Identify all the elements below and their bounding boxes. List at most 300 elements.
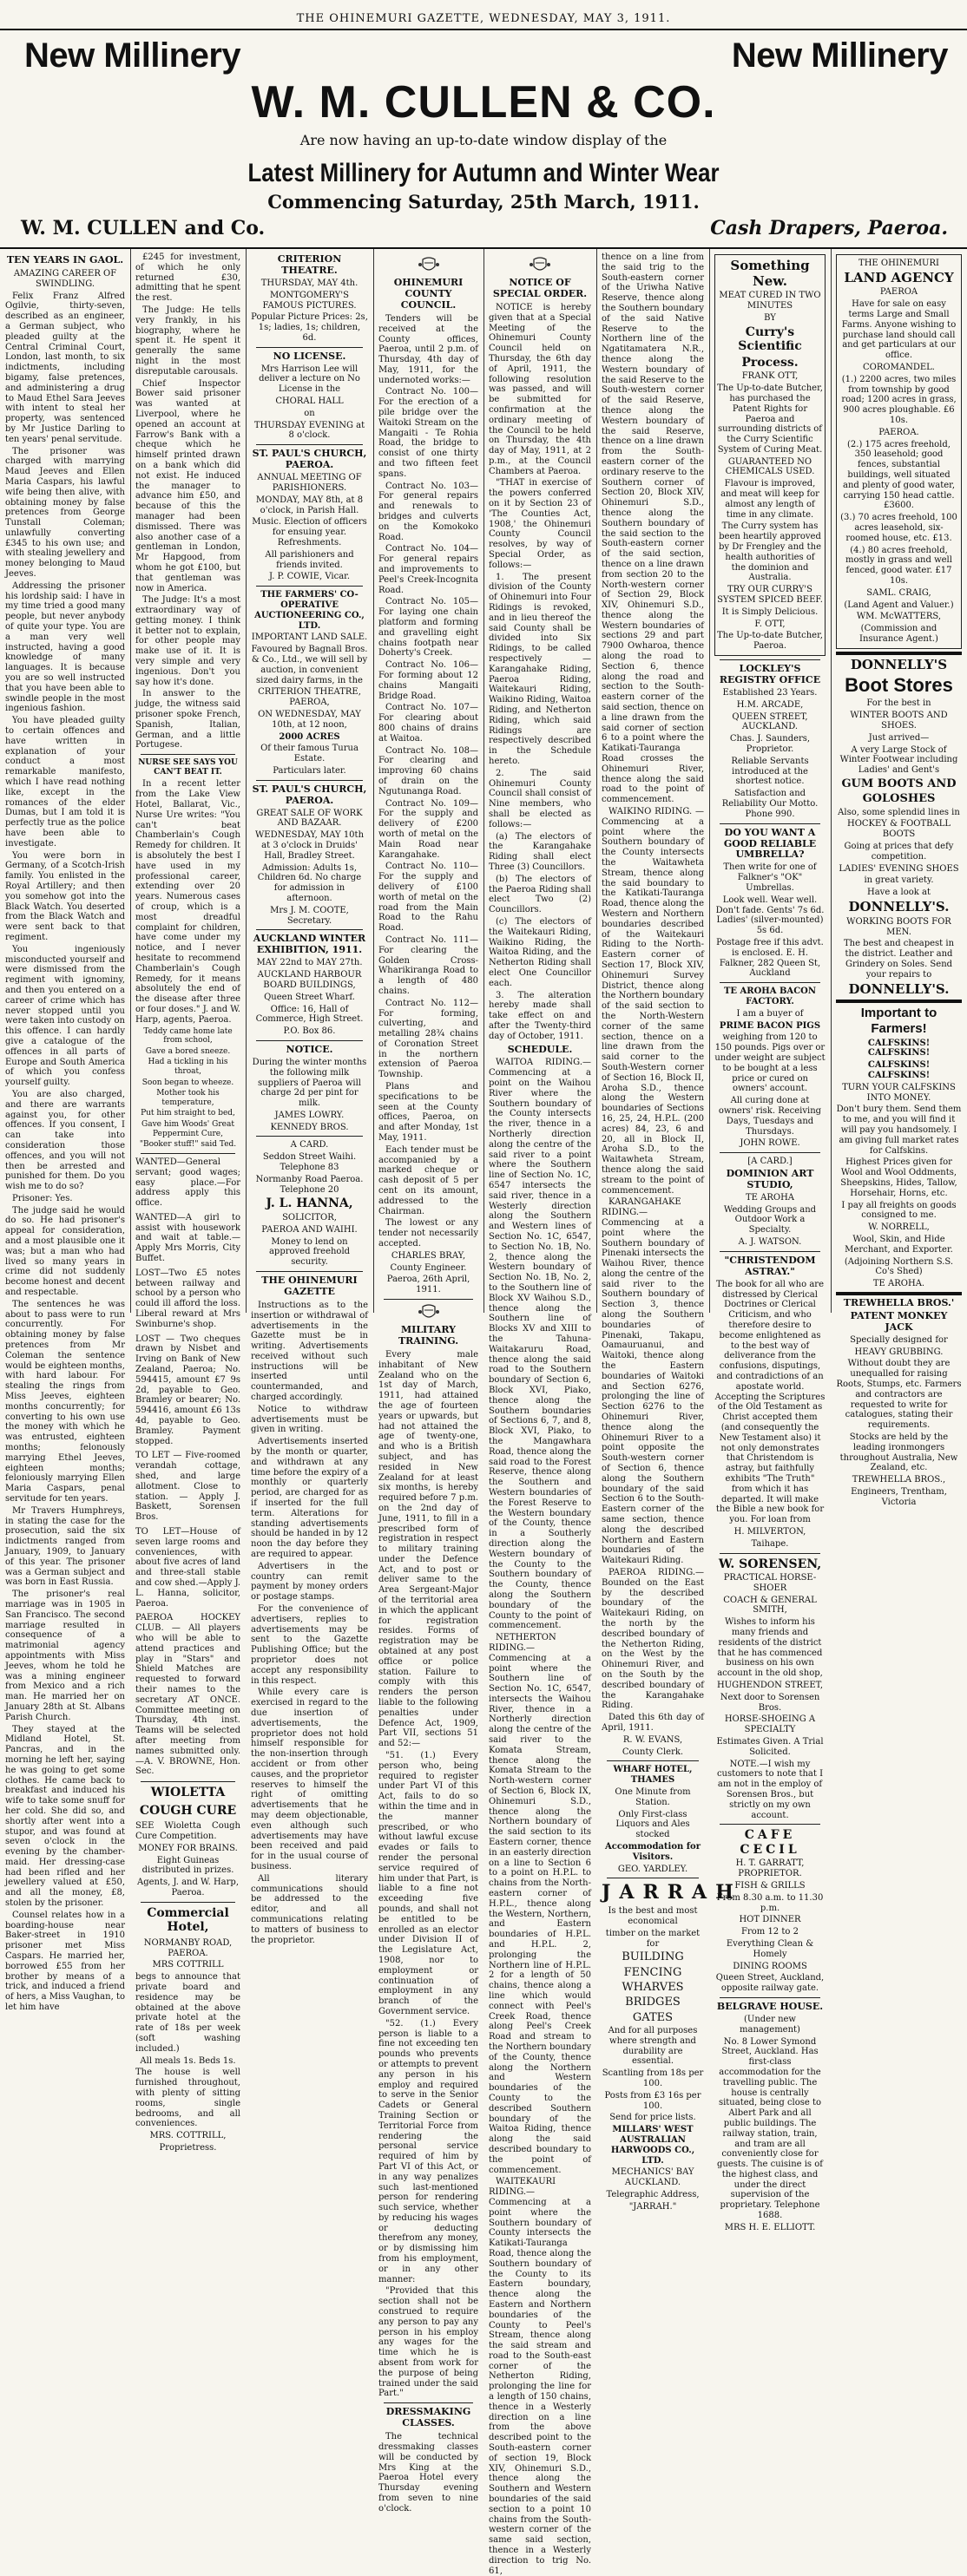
columns [0, 249, 967, 2576]
netherton-riding: NETHERTON RIDING.—Commencing at a point where the Southern line of Section No. 1C, 6547, intersects the Waihou River, thence in a Northerly direction along the centre of the said river to the Komata Stream, thence along the Komata Stream to the North-western corner of Section 6, Block IX, Ohinemuri S.D., thence along the Northern boundary of the said section to its Eastern corner, thence in an easterly direction on a line to Section 6 to a point on H.P.L. to chains from the North-eastern corner of H.P.L., thence along the Western, Northern, and Eastern boundaries of H.P.L. and H.P.L. 2, prolonging the Northern line of H.P.L. 2 for a length of 50 chains, thence along a line which would connect with Peel's Creek Road, thence along Peel's Creek Road and stream to the Northern boundary of the County, thence along the Northern and Western boundaries of the County to the described Southern boundary of the Waitoa Riding, thence along the said described boundary to the point of commencement. [489, 1633, 591, 2175]
article-paragraph: The Judge: He tells very frankly, in his biography, where he spent it. He spent it generally the same night in the most disreputable carousals. [135, 305, 240, 377]
special-order-paragraph: (c) The electors of the Waitekauri Riding, Waikino Riding, the Waitoa Riding, and the Netherton Riding shall elect One Councillor each. [489, 916, 591, 988]
land-sale-line: IMPORTANT LAND SALE. [251, 633, 368, 643]
donnelly-line: For the best in [866, 698, 931, 709]
donnelly-line: DONNELLY'S [850, 656, 948, 672]
hotel-body: begs to announce that private board and residence may be obtained at the above private hotel at the rate of 18s per week (soft washing included.) [135, 1972, 240, 2054]
agency-line: (Land Agent and Valuer.) [844, 600, 954, 610]
belgrave-line: (Under new management) [740, 2014, 800, 2035]
wioletta-money: MONEY FOR BRAINS. [138, 1843, 238, 1853]
bacon-line: All curing done at owners' risk. Receiving Days, Tuesdays and Thursdays. [718, 1096, 822, 1137]
military-paragraph: "Provided that this section shall not be construed to require any person to pay any person in his employ any wages for the time which he is absent from work for the purpose of being trained under the said Part." [378, 2286, 478, 2399]
sorensen-line: COACH & GENERAL SMITH, [723, 1595, 817, 1616]
wharf-line: Only First-class Liquors and Ales stocked [615, 1809, 690, 1840]
tender-paragraph: Contract No. 108—For clearing and improving 60 chains of drain on the Ngutunanga Road. [378, 745, 478, 796]
bazaar-line: ST. PAUL'S CHURCH, PAEROA. [252, 783, 367, 806]
classified-ads [135, 1157, 240, 1777]
trewhella-line: Specially designed for [850, 1334, 948, 1345]
lockley-line: Reliable Servants introduced at the shortest notice. [731, 756, 809, 787]
jarrah-line: "JARRAH." [628, 2201, 677, 2212]
license-line: NO LICENSE. [273, 350, 346, 362]
tender-paragraph: Contract No. 104—For general repairs and improvements to Peel's Creek-Incognita Road. [378, 544, 478, 595]
column-2 [130, 249, 246, 2153]
hanna-solicitor-card [251, 1140, 368, 1267]
studio-line: DOMINION ART STUDIO, [726, 1167, 814, 1190]
tender-paragraph: Tenders will be received at the County offices, Paeroa, until 2 p.m. of Thursday, 4th day of May, 1911, for the undernoted works:— [378, 313, 478, 385]
calfskins-line: I pay all freights on goods consigned to me. [841, 1200, 957, 1221]
studio-line: TE AROHA [745, 1192, 795, 1203]
signature-line: R. W. EVANS, [622, 1734, 683, 1745]
paeroa-riding: PAEROA RIDING.—Bounded on the East by the described boundary of the Waitekauri Riding, on the north by the described boundary of the Netherton Riding, on the West by the Ohinemuri River, and on the South by the described boundary of the Karangahake Riding. [602, 1568, 704, 1711]
tender-paragraph: Contract No. 106—For forming about 12 chains Mangaiti Bridge Road. [378, 660, 478, 701]
belgrave-house-ad [714, 2002, 826, 2233]
lockley-line: Satisfaction and Reliability Our Motto. Phone 990. [721, 789, 819, 819]
bazaar-ad [251, 784, 368, 927]
sorensen-line: PRACTICAL HORSE-SHOER [723, 1573, 817, 1593]
criterion-line: CRITERION THEATRE. [277, 253, 342, 276]
military-paragraph: "51. (1.) Every person who, being required to register under Part VI of this Act, fails to do so within the time and in the manner prescribed, or who without lawful excuse evades or fails to render the personal service required of him under that Part, is liable to a fine not exceeding five pounds, and shall not be entitled to be enrolled as an elector under Division II of the Legislature Act, 1908, nor to employment or continuation of employment in any branch of the Government service. [378, 1751, 478, 2016]
tender-paragraph: The lowest or any tender not necessarily accepted. [378, 1218, 478, 1249]
st-pauls-line: ANNUAL MEETING OF PARISHIONERS. [257, 473, 362, 493]
column-6 [596, 249, 742, 2212]
hotel-proprietor: MRS COTTRILL [152, 1960, 224, 1970]
lockley-line: LOCKLEY'S REGISTRY OFFICE [719, 663, 821, 685]
license-line: Mrs Harrison Lee will deliver a lecture on No License in the [259, 364, 360, 395]
donnelly-line: A very Large Stock of Winter Footwear including Ladies' and Gent's [839, 744, 958, 776]
license-line: on [304, 408, 315, 418]
astray-line: H. MILVERTON, [733, 1526, 806, 1537]
bazaar-line: Admission: Adults 1s, Children 6d. No charge for admission in afternoon. [257, 862, 362, 904]
article-paragraph: Prisoner: Yes. [12, 1193, 73, 1203]
wharf-hotel-ad [602, 1765, 704, 1874]
wharf-line: Accommodation for Visitors. [605, 1841, 701, 1862]
gazette-notices [251, 1301, 368, 1945]
jarrah-ad [602, 1881, 742, 2212]
donnelly-line: Have a look at [866, 888, 931, 898]
waikino-riding: WAIKINO RIDING. — Commencing at a point where the Southern boundary of the County intersects the Waitawheta Stream, thence along the said boundary to the Katikati-Tauranga Road, thence along the Western and Northern boundaries described of the Waitekauri Riding to the North-Eastern corner of Section 17, Block XIV, Ohinemuri Survey District, thence along the Northern boundary of the said section to the North-Western corner of the same section, thence on a line drawn from the said corner to the South-Western corner of Section 16, Block II, Aroha S.D., thence along the Western boundaries of Sections 16, 25, 24, H.P.L. (200 acres) 84, 23, 6 and 20, all in Block II, Aroha S.D., to the Waitawheta Stream, thence along the said stream to the point of commencement. [602, 807, 704, 1196]
tender-paragraph: Each tender must be accompanied by a marked cheque or cash deposit of 5 per cent on its amount, addressed to the Chairman. [378, 1144, 478, 1216]
calfskins-line: CALFSKINS! CALFSKINS! [867, 1060, 931, 1080]
notice-line: NOTICE. [286, 1043, 333, 1055]
belgrave-line: MRS H. E. ELLIOTT. [724, 2222, 816, 2232]
trewhella-line: PATENT MONKEY JACK [850, 1309, 948, 1333]
exhibition-line: Queen Street Wharf. [264, 992, 355, 1002]
umbrella-line: Look well. Wear well. Don't fade. Gents' 7s 6d. Ladies' (silver-mounted) 5s 6d. [715, 895, 825, 936]
jarrah-line: Scantling from 18s per 100. [602, 2068, 704, 2089]
special-order-paragraph: NOTICE is hereby given that at a Special Meeting of the Ohinemuri County Council held on Thursday, the 6th day of April, 1911, the following resolution was passed, and will be submitted for confirmation at the ordinary meeting of the Council to be held on Thursday, the 4th day of May, 1911, at 2 p.m., at the Council Chambers at Paeroa. [489, 302, 591, 476]
special-order-paragraph: 3. The alteration hereby made shall take effect on and after the Twenty-third day of October, 1911. [489, 990, 591, 1041]
council-tenders [378, 314, 478, 1249]
donnelly-line: in great variety. [864, 875, 934, 886]
coat-of-arms-icon [418, 256, 440, 275]
signature-line: Paeroa, 26th April, 1911. [386, 1275, 470, 1295]
article-paragraph: You are also charged, and there are warrants against you, for other offences. If you consent, I can take into consideration those offences, and you will not then be arrested and punished for them. Do you wish me to do so? [5, 1089, 125, 1192]
special-order-paragraph: (b) The electors of the Paeroa Riding shall elect Two (2) Councillors. [489, 874, 591, 915]
exhibition-line: P.O. Box 86. [283, 1026, 336, 1037]
hanna-line: Seddon Street Waihi. Telephone 83 [262, 1152, 357, 1173]
cafe-line: CAFE CECIL [740, 1828, 800, 1857]
nurse-heading: NURSE SEE SAYS YOU CAN'T BEAT IT. [138, 758, 238, 777]
military-paragraph: "52. (1.) Every person is liable to a fine not exceeding ten pounds who prevents or attempts to prevent any person in his employ and required to serve in the Senior Cadets or General Training Section or Territorial Force from rendering the personal service required of him by Part VI of this Act, or in any way penalizes such last-mentioned person for rendering such service, whether by reducing his wages or deducting therefrom any money, or by dismissing him from his employment, or in any other manner: [378, 2018, 478, 2284]
belgrave-line: No. 8 Lower Symond Street, Auckland. Has first-class accommodation for the travelling public. The house is centrally situated, being close to Albert Park and all public buildings. The railway station, train, and tram are all conveniently close for guests. The cuisine is of the highest class, and under the direct supervision of the proprietary. Telephone 1688. [717, 2036, 823, 2221]
nurse-letter [135, 779, 240, 1025]
column-7 [709, 249, 831, 2232]
land-agency-ad [836, 254, 962, 649]
st-pauls-line: ST. PAUL'S CHURCH, PAEROA. [252, 448, 367, 471]
curing-process-ad [714, 254, 826, 656]
agency-line: (Commission and Insurance Agent.) [859, 624, 938, 644]
sorensen-line: Next door to Sorensen Bros. [720, 1692, 820, 1713]
tender-paragraph: Contract No. 109—For the supply and delivery of £200 worth of metal on the Main Road near Karangahake. [378, 798, 478, 860]
calfskins-line: Highest Prices given for Wool and Wool Oddments, Sheepskins, Hides, Tallow, Horsehair, Horns, etc. [840, 1157, 957, 1198]
wioletta-subtitle: COUGH CURE [139, 1803, 237, 1818]
curing-line: The Up-to-date Butcher, has purchased the Patent Rights for Paeroa and surrounding districts of the Curry Scientific System of Curing Meat. [717, 383, 823, 455]
belgrave-line: BELGRAVE HOUSE. [716, 2000, 824, 2012]
new-millinery-right: New Millinery [731, 36, 948, 75]
calfskins-line: (Adjoining Northern S.S. Co's Shed) [844, 1256, 954, 1277]
cafe-line: HOT DINNER [739, 1915, 801, 1925]
donnelly-line: HOCKEY & FOOTBALL BOOTS [846, 819, 951, 840]
land-sale-line: Particulars later. [273, 765, 346, 776]
exhibition-line: AUCKLAND WINTER EXHIBITION, 1911. [253, 933, 366, 956]
calfskins-line: W. NORRELL, [868, 1222, 930, 1233]
tender-paragraph: Plans and specifications to be seen at the County offices, Paeroa, on and after Monday, 1st May, 1911. [378, 1082, 478, 1144]
council-title: OHINEMURI COUNTY COUNCIL. [393, 277, 464, 311]
sorensen-line: HORSE-SHOEING A SPECIALTY [724, 1714, 816, 1735]
waitoa-riding: WAITOA RIDING.—Commencing at a point on the Waihou River where the Southern boundary of the County intersects the river, thence in a Northerly direction along the centre of the said river to a point where the Southern line of Section No. 1C, 6547 intersects the said river, thence in a Westerly direction along the Southern and Western lines of Section No. 1C, 6547, to Section No. 1B, No. 2, thence along the Western boundary of Section No. 1B, No. 2, to the Southern line of Block XV Waihou S.D., thence along the Southern line of Blocks XV and XIII to the Tahuna-Waitakaruru Road, thence along the said road to the Southern boundary of Section 6, Block XVI, Piako, thence along the Southern boundaries of Sections 6, 7, and 8, Block XVI, Piako, to the Mangawhara Road, thence along the said road to the Forest Reserve, thence along the Southern and Western boundaries of the Forest Reserve to the Western boundary of the County, thence in a Southerly direction along the Western boundary of the County to the Southern boundary of the County, thence along the Southern boundary of the County to the point of commencement. [489, 1058, 591, 1631]
article-paragraph: In answer to the judge, the witness said prisoner spoke French, Spanish, Italian, German, and a little Portugese. [135, 689, 240, 751]
astray-line: Taihape. [751, 1538, 789, 1549]
agency-line: WM. McWATTERS, [856, 612, 942, 622]
hotel-title: Commercial Hotel, [147, 1905, 229, 1935]
monkey-jack-ad [836, 1298, 962, 1508]
dated-line: Dated this 6th day of April, 1911. [602, 1713, 704, 1733]
curing-line: TRY OUR CURRY'S SYSTEM SPICED BEEF. [717, 585, 823, 606]
hanna-line: PAEROA AND WAIHI. [261, 1224, 358, 1235]
classified-ad: TO LET—House of seven large rooms and conveniences, with about five acres of land and three-stall stable and cow shed.—Apply J. L. Hanna, solicitor, Paeroa. [135, 1527, 240, 1609]
astray-line: "CHRISTENDOM ASTRAY." [724, 1254, 816, 1277]
dressmaking-title: DRESSMAKING CLASSES. [385, 2406, 471, 2429]
advert-subtitle: Are now having an up-to-date window display of the [299, 132, 668, 148]
article-paragraph: You ingeniously misconducted yourself and were dismissed from the regiment with ignominy, and then you entered on a career of crime which has never stopped until you were taken into custody on this offence. I can hardly give a catalogue of the offences in all parts of Europe and South America of which you confess yourself guilty. [5, 944, 125, 1088]
coat-of-arms-icon [529, 256, 551, 275]
lockley-line: QUEEN STREET, AUCKLAND. [732, 711, 808, 732]
article-paragraph: They stayed at the Midland Hotel, St. Pancras, and in the morning he left her, saying he was going to get some clothes. He came back to breakfast and induced his wife to take some snuff for her cold. She did so, and shortly after went into a stupor, and was found at seven o'clock in the evening by the chamber-maid. Her dressing-case had been rifled and her jewellery valued at £50, and all the money, £8, stolen by the prisoner. [5, 1724, 125, 1909]
bacon-line: PRIME BACON PIGS [719, 1020, 821, 1031]
teddy-poem [135, 1027, 240, 1150]
special-order-body [489, 303, 591, 1042]
council-signature [378, 1251, 478, 1295]
special-order-title: NOTICE OF SPECIAL ORDER. [492, 277, 588, 299]
jarrah-line: BUILDING [622, 1950, 684, 1964]
gazette-paragraph: Instructions as to the insertion or withdrawal of advertisements in the Gazette must be in writing. Advertisements received without such instructions will be inserted until countermanded, and charged accordingly. [251, 1300, 368, 1403]
poem-line: Gave him Woods' Great Peppermint Cure, [141, 1120, 234, 1138]
lockley-line: H.M. ARCADE, [736, 699, 804, 710]
bazaar-line: WEDNESDAY, MAY 10th at 3 o'clock in Druids' Hall, Bradley Street. [254, 830, 365, 861]
article-paragraph: The sentences he was about to pass were to run concurrently. For obtaining money by false pretences from Mr Coleman the sentence would be eighteen months, with hard labour. For stealing the rings from Miss Jeeves, eighteen months concurrently; for converting to his own use the money with which he was entrusted, eighteen months; felonously marrying Ethel Jeeves, eighteen months; feloniously marrying Ellen Maria Caspars, penal servitude for ten years. [5, 1299, 125, 1504]
signature-line: CHARLES BRAY, [391, 1250, 466, 1261]
jarrah-line: BRIDGES [625, 1996, 681, 2009]
jarrah-line: GATES [632, 2010, 674, 2024]
jarrah-line: JARRAH [602, 1881, 742, 1904]
nurse-paragraph: In a recent letter from the Lake View Hotel, Ballarat, Vic., Nurse Ure writes: "You can't beat Chamberlain's Cough Remedy for children. It is absolutely the best I have used in my professional career, extending over 20 years. Numerous cases of croup, which is a most dreadful complaint for children, have come under my notice, and I never hesitate to recommend Chamberlain's Cough Remedy, for it means absolutely the end of the disease after three or four doses." J. and W. Harp, agents, Paeroa. [135, 779, 240, 1025]
land-sale-line: THE FARMERS' CO-OPERATIVE AUCTIONEERING CO., LTD. [254, 590, 365, 631]
trewhella-line: Without doubt they are unequalled for raising Roots, Stumps, etc. Farmers and contractors are requested to write for catalogues, stating their requirements. [836, 1359, 962, 1431]
st-pauls-meeting-ad [251, 449, 368, 582]
gazette-heading: THE OHINEMURI GAZETTE [261, 1274, 358, 1297]
bazaar-line: Mrs J. M. COOTE, Secretary. [270, 905, 349, 926]
coat-of-arms-icon [418, 1303, 440, 1322]
license-line: CHORAL HALL [275, 397, 344, 407]
jarrah-line: MECHANICS' BAY AUCKLAND. [611, 2167, 694, 2188]
umbrella-line: DO YOU WANT A GOOD RELIABLE UMBRELLA? [723, 826, 817, 861]
donnelly-line: DONNELLY'S. [848, 899, 950, 915]
agency-line: THE OHINEMURI [858, 259, 939, 268]
column-3 [246, 249, 373, 1945]
trewhella-line: TREWHELLA BROS.' [843, 1296, 955, 1308]
military-paragraph: Every male inhabitant of New Zealand who on the 1st day of March, 1911, had attained the age of fourteen years or upwards, but had not attained the age of twenty-one, and who is a British subject, and has resided in New Zealand for at least six months, is hereby required before 7 p.m. on the 2nd day of June, 1911, to fill in a prescribed form of registration in respect to military training under the Defence Act, and to post or deliver same to the Area Sergeant-Major of the territorial area in which the applicant for registration resides. Forms of registration may be obtained at any post office or police station. Failure to comply with this renders the person liable to the following penalties under Defence Act, 1909, Part VII, sections 51 and 52:— [378, 1349, 478, 1749]
trewhella-line: Stocks are held by the leading ironmongers throughout Australia, New Zealand, etc. [839, 1432, 958, 1473]
sorensen-line: Wishes to inform his many friends and residents of the district that he has commenced business on his own account in the old shop, [717, 1617, 823, 1679]
donnelly-line: Going at prices that defy competition. [844, 842, 954, 862]
tender-paragraph: Contract No. 112—For forming, culverting, and metalling 28¾ chains of Coronation Street in the northern extension of Paeroa Township. [378, 998, 478, 1080]
curing-line: Curry's Scientific [738, 324, 802, 354]
curing-line: It is Simply Delicious. [721, 606, 819, 617]
criterion-theatre-ad [251, 254, 368, 344]
st-pauls-line: All parishioners and friends invited. [265, 549, 354, 570]
sorensen-line: HUGHENDON STREET, [716, 1681, 824, 1691]
column-8 [831, 249, 967, 1507]
special-order-paragraph: (a) The electors of the Karangahake Riding shall elect Three (3) Councillors. [489, 831, 591, 872]
criterion-line: Popular Picture Prices: 2s, 1s; ladies, 1s; children, 6d. [251, 312, 368, 343]
hanna-line: Normanby Road Paeroa. Telephone 20 [255, 1174, 364, 1195]
donnelly-line: Also, some splendid lines in [838, 807, 960, 817]
article-paragraph: The prisoner was charged with marrying Maud Jeeves and Ellen Maria Caspars, his lawful wife being then alive, with obtaining money by false pretences from George Tunstall Coleman; unlawfully converting £345 to his own use; and with stealing jewellery and money belonging to Maud Jeeves. [5, 446, 125, 580]
bacon-line: JOHN ROWE. [740, 1138, 800, 1149]
agency-line: (1.) 2200 acres, two miles from township by good road; 1200 acres in grass, 900 acres ploughable. £6 10s. [841, 374, 957, 426]
commencing-date: Commencing Saturday, 25th March, 1911. [267, 191, 700, 213]
notice-line: JAMES LOWRY. [274, 1110, 345, 1120]
waitekauri-continuation: thence on a line from the said trig to the South-eastern corner of the Uriwha Native Reserve, thence along the Southern boundary of the said Native Reserve to the Northern line of the Ngatitamatera N.R., thence along the Western boundary of the said Reserve to the South-western corner of the said Reserve, thence along the Western boundary of the said Reserve, thence on a line drawn from the South-eastern corner of the ordinary reserve to the Southern corner of Section 20, Block XIV, Ohinemuri S.D., thence along the Southern boundary of the said section to the South-eastern corner of the said section, thence on a line drawn from section 20 to the North-western corner of Section 29, Block XIV, Ohinemuri S.D., thence along the Western boundaries of sections 29 and part 7900 Owharoa, thence along the road to Section 6, thence along the road and section to the South-eastern corner of the said section, thence on a line drawn from the said corner of section 6 to a point where the Katikati-Tauranga Road crosses the Ohinemuri River, thence along the said road to the point of commencement. [602, 252, 704, 805]
notice-line: During the winter months the following milk suppliers of Paeroa will charge 2d per pint for milk. [252, 1057, 367, 1109]
waitekauri-riding: WAITEKAURI RIDING.—Commencing at a point where the Southern boundary of County intersects the Katikati-Tauranga Road, thence along the Southern boundary of the County to its Eastern boundary, thence along the Eastern and Northern boundaries of the County to Peel's Stream, thence along the said stream and road to the South-east corner of the Netherton Riding, prolonging the line for a length of 150 chains, thence in a Westerly direction on a line from the above described point to the South-eastern corner of section 19, Block XIV, Ohinemuri S.D., thence along the Southern and Western boundaries of the said section to a point 10 chains from the South-western corner of the same said section, thence in a Westerly direction to trig No. 61, [489, 2177, 591, 2576]
millinery-advert [0, 31, 967, 250]
article-paragraph: Counsel relates how in a boarding-house near Baker-street in 1910 prisoner met Miss Caspars. He married her, borrowed £55 from her brother by means of a trick, and induced a friend of hers, a Miss Vaughan, to let him have [5, 1910, 125, 2013]
jarrah-line: And for all purposes where strength and durability are essential. [608, 2026, 698, 2067]
land-sale-line: ON WEDNESDAY, MAY 10th, at 12 noon, [258, 709, 361, 730]
exhibition-line: Office: 16, Hall of Commerce, High Street. [255, 1004, 364, 1025]
cafe-line: Everything Clean & Homely [726, 1938, 814, 1959]
military-title: MILITARY TRAINING. [398, 1324, 459, 1347]
trewhella-line: HEAVY GRUBBING. [854, 1347, 944, 1357]
christendom-astray-ad [714, 1255, 826, 1550]
calfskins-line: TE AROHA. [872, 1279, 925, 1289]
poem-line: "Booker stuff!" said Ted. [139, 1140, 237, 1150]
land-sale-line: CRITERION THEATRE, PAEROA, [258, 687, 361, 708]
lockley-line: Chas. J. Saunders, Proprietor. [729, 734, 811, 754]
notice-line: KENNEDY BROS. [270, 1122, 349, 1132]
jarrah-line: Telegraphic Address, [606, 2190, 700, 2200]
firm-name: W. M. CULLEN & CO. [251, 77, 716, 128]
donnelly-line: The best and cheapest in the district. Leather and Grindery on Soles. Send your repairs to [843, 939, 955, 980]
tender-paragraph: Contract No. 103—For general repairs and renewals to bridges and culverts on the Komokoko Road. [378, 481, 478, 542]
special-order-paragraph: 2. The said Ohinemuri County Council shall consist of Nine members, who shall be elected as follows:— [489, 768, 591, 829]
dressmaking-body: The technical dressmaking classes will be conducted by Mrs King at the Paeroa Hotel every Thursday evening from seven to nine o'clock. [378, 2432, 478, 2514]
wioletta-agents: Agents, J. and W. Harp, Paeroa. [137, 1878, 239, 1898]
classified-ad: LOST—Two £5 notes between railway and school by a person who could ill afford the loss. Liberal reward at Mrs Swinburne's shop. [135, 1268, 240, 1329]
jarrah-line: WHARVES [622, 1981, 684, 1995]
tender-paragraph: Contract No. 105—For laying one chain platform and forming and gravelling eight chains footpath near Doherty's Creek. [378, 597, 478, 659]
gazette-paragraph: For the convenience of advertisers, replies to advertisements may be sent to the Gazette Publishing Office; but the proprietor does not accept any responsibility in this respect. [251, 1604, 368, 1686]
curing-line: MEAT CURED IN TWO MINUTES [719, 291, 821, 311]
classified-ad: TO LET — Five-roomed verandah cottage, shed, and large allotment. Close to station. — Apply J. Baskett, Sorensen Bros. [135, 1451, 240, 1523]
land-sale-line: 2000 ACRES [279, 731, 340, 742]
hotel-furnished: The house is well furnished throughout, with plenty of sitting rooms, single bedrooms, and all conveniences. [135, 2068, 240, 2129]
tender-paragraph: Contract No. 107—For clearing about 800 chains of drains at Waitoa. [378, 703, 478, 744]
trewhella-line: Engineers, Trentham, Victoria [851, 1486, 947, 1507]
curing-line: Process. [741, 355, 799, 370]
land-sale-ad [251, 590, 368, 777]
signature-line: County Clerk. [622, 1747, 684, 1757]
lockley-line: Established 23 Years. [722, 687, 818, 698]
signature-line: County Engineer. [390, 1262, 467, 1273]
wharf-line: WHARF HOTEL, THAMES [613, 1765, 693, 1786]
advert-signature-left: W. M. CULLEN and Co. [21, 217, 266, 239]
bazaar-line: GREAT SALE OF WORK AND BAZAAR. [256, 808, 363, 829]
classified-ad: PAEROA HOCKEY CLUB. — All players who will be able to attend practices and play in "Stars" and Shield Matches are requested to forward their names to the secretary AT ONCE. Committee meeting on Thursday, 4th inst. Teams will be selected after meeting from names submitted only.—A. V. BROWNE, Hon. Sec. [135, 1613, 240, 1777]
astray-line: The book for all who are distressed by Clerical Doctrines or Clerical Criticism, and who therefore desire to become enlightened as to the best way of deliverance from the confusions, disputings, and contradictions of an apostate world. Accepting the Scriptures of the Old Testament as Christ accepted them (and consequently the New Testament also) it not only demonstrates that Christendom is astray, but faithfully exhibits "The Truth" from which it has departed. It will make the Bible a new book for you. For loan from [714, 1279, 826, 1525]
curing-line: The Up-to-date Butcher, Paeroa. [717, 631, 823, 652]
agency-line: Have for sale on easy terms Large and Small Farms. Anyone wishing to purchase land should call and get particulars at our office. [841, 299, 957, 361]
cafe-cecil-ad [714, 1828, 826, 1994]
article-paragraph: The judge said he would do so. He had prisoner's appeal for consideration, and a most plausible one it was; but a man who had lived so many years in crime did not suddenly become honest and decent and respectable. [5, 1205, 125, 1298]
jarrah-line: FENCING [623, 1965, 682, 1979]
sorensen-line: NOTE.—I wish my customers to note that I am not in the employ of Sorensen Bros., but strictly on my own account. [716, 1759, 824, 1820]
hotel-meals: All meals 1s. Beds 1s. [140, 2055, 236, 2066]
curing-line: FRANK OTT, [741, 371, 799, 382]
hotel-address: NORMANBY ROAD, PAEROA. [143, 1937, 233, 1958]
umbrella-line: Postage free if this advt. is enclosed. E. H. Falkner, 282 Queen St, Auckland [716, 938, 824, 979]
land-sale-line: Favoured by Bagnall Bros. & Co., Ltd., we will sell by auction, in convenient sized dairy farms, in the [251, 645, 368, 685]
jarrah-line: Posts from £3 16s per 100. [604, 2090, 701, 2111]
agency-line: PAEROA [879, 287, 918, 298]
curing-line: BY [764, 312, 776, 323]
art-studio-ad [714, 1157, 826, 1248]
special-order-paragraph: "THAT in exercise of the powers conferred on it by Section 23 of 'The Counties Act, 1908,' the Ohinemuri County Council resolves, by way of Special Order, as follows:— [489, 478, 591, 570]
donnelly-line: Just arrived— [868, 732, 930, 743]
cafe-line: Queen Street, Auckland, opposite railway gate. [715, 1973, 825, 1994]
wharf-line: GEO. YARDLEY. [617, 1864, 688, 1874]
wioletta-prizes: Eight Guineas distributed in prizes. [141, 1855, 234, 1876]
hanna-line: SOLICITOR, [282, 1212, 337, 1222]
poem-line: Gave a bored sneeze. [145, 1046, 231, 1056]
umbrella-ad [714, 828, 826, 980]
curing-line: Something New. [730, 258, 810, 289]
cafe-line: H. T. GARRATT, PROPRIETOR. [735, 1858, 805, 1879]
article-title: TEN YEARS IN GAOL. [6, 254, 124, 265]
umbrella-line: Then write for one of Falkner's "OK" Umbrellas. [723, 862, 817, 894]
calfskins-line: TURN YOUR CALFSKINS INTO MONEY. [842, 1082, 956, 1103]
calfskins-ad [836, 1006, 962, 1289]
advert-signature-right: Cash Drapers, Paeroa. [710, 217, 948, 239]
classified-ad: WANTED—A girl to assist with housework and wait at table.—Apply Mrs Morris, City Buffet. [135, 1212, 240, 1264]
criterion-line: MONTGOMERY'S FAMOUS PICTURES. [262, 290, 357, 311]
article-paragraph: Mr Travers Humphreys, in stating the case for the prosecution, said the six indictments ranged from January, 1909, to January of this year. The prisoner was a German subject and was born in East Russia. [5, 1505, 125, 1588]
gazette-paragraph: Advertisements inserted by the month or quarter, and withdrawn at any time before the expiry of a monthly or quarterly period, are charged for as if inserted for the full term. Alterations for standing advertisements should be handed in by 12 noon the day before they are required to appear. [251, 1437, 368, 1560]
new-millinery-left: New Millinery [24, 36, 241, 75]
classified-ad: LOST — Two cheques drawn by Nisbet and Irving on Bank of New Zealand, Paeroa; No. 594415, amount £7 9s 2d, payable to Geo. Bramley or bearer; No. 594416, amount £6 13s 4d, payable to Geo. Bramley. Payment stopped. [135, 1334, 240, 1446]
article-paragraph: £245 for investment, of which he only returned £30, admitting that he spent the rest. [135, 252, 240, 304]
calfskins-line: Don't bury them. Send them to me, and you will find it will pay you handsomely. I am giving full market rates for Calfskins. [836, 1104, 962, 1156]
bacon-line: I am a buyer of [736, 1008, 804, 1019]
column-1 [0, 249, 130, 2013]
article-paragraph: Addressing the prisoner his lordship said: I have in my time tried a good many people, but never anybody of quite your type. You are a man very well instructed, having a good knowledge of many languages. It is because you are so well instructed that you have been able to swindle people in the most ingenious fashion. [5, 580, 125, 714]
milk-notice [251, 1045, 368, 1133]
exhibition-line: AUCKLAND HARBOUR BOARD BUILDINGS, [257, 970, 362, 990]
article-paragraph: Felix Franz Alfred Ogilvie, thirty-seven, described as an engineer, a German subject, who pleaded guilty at the Central Criminal Court, London, last month, to six indictments, including bigamy, false pretences, and administering a drug to Maud Ethel Sara Jeeves with intent to steal her property, was sentenced by Mr Justice Darling to ten years' penal servitude. [5, 291, 125, 444]
hanna-line: Money to lend on approved freehold security. [268, 1236, 351, 1268]
tender-paragraph: Contract No. 111—For clearing the Golden Cross-Wharikiranga Road to a length of 480 chains. [378, 934, 478, 996]
studio-line: A. J. WATSON. [738, 1237, 802, 1248]
bacon-line: TE AROHA BACON FACTORY. [723, 986, 817, 1006]
wharf-line: One Minute from Station. [615, 1786, 691, 1807]
article-paragraph: You have pleaded guilty to certain offences and have written in explanation of your conduct a most remarkable manifesto, which I have read nothing like, except in the romances of the elder Dumas, but I am told it is perfectly true as the police have been able to investigate. [5, 716, 125, 849]
curing-line: F. OTT, [754, 619, 786, 629]
calfskins-line: Important to Farmers! [860, 1006, 937, 1036]
karangahake-riding: KARANGAHAKE RIDING.—Commencing at a point where the Southern boundary of Pinenaki intersects the Waihou River, thence along the centre of the said river to the Southern boundary of Section 3, thence along the Southern boundaries of Pinenaki, Takapu, Oamauruanui, and Waitoki, thence along the Eastern boundaries of Waitoki and Section 6276, prolonging the line of Section 6276 to the Ohinemuri River, thence along the Ohinemuri River to a point opposite the South-western corner of Section 6, thence along the Southern boundary of the said Section 6 to the South-Eastern corner of the same section, thence along the described Northern and Eastern boundaries of the Waitekauri Riding. [602, 1197, 704, 1566]
poem-line: Had a tickling in his throat, [148, 1058, 228, 1077]
curing-line: GUARANTEED NO CHEMICALS USED. [725, 456, 815, 477]
hotel-signature-title: Proprietress. [159, 2142, 217, 2153]
donnelly-line: WORKING BOOTS FOR MEN. [846, 916, 951, 937]
donnellys-boot-stores-ad [836, 658, 962, 997]
donnelly-line: WINTER BOOTS AND SHOES. [850, 711, 948, 731]
article-paragraph: Chief Inspector Bower said prisoner was wanted at Liverpool, where he opened an account at Farrow's Bank with a cheque which he himself printed drawn on a bank which did not exist. He induced the manager to advance him £50, and because of this the manager had been dismissed. There was also another case of a gentleman in London, Mr Hapgood, from whom he got £100, but that gentleman was now in America. [135, 378, 240, 593]
hanna-line: A CARD. [290, 1140, 329, 1150]
cafe-line: From 8.30 a.m. to 11.30 p.m. [716, 1892, 824, 1913]
article-subtitle: AMAZING CAREER OF SWINDLING. [13, 268, 117, 289]
bacon-line: weighing from 120 to 150 pounds. Pigs over or under weight are subject to be bought at a less price or cured on owners' account. [714, 1032, 826, 1094]
poem-line: Teddy came home late from school, [143, 1026, 233, 1045]
tender-paragraph: Contract No. 100—For the erection of a pile bridge over the Waitoki Stream on the Mangaiti - Te Rohia Road, the bridge to consist of one thirty and two fifteen feet spans. [378, 387, 478, 479]
agency-line: COROMANDEL. [863, 363, 935, 373]
sorensen-line: W. SORENSEN, [718, 1557, 822, 1571]
studio-line: Wedding Groups and Outdoor Work a Specialty. [723, 1204, 817, 1236]
wioletta-body: SEE Wioletta Cough Cure Competition. [135, 1821, 240, 1841]
license-line: THURSDAY EVENING at 8 o'clock. [253, 420, 365, 441]
st-pauls-line: MONDAY, MAY 8th, at 8 o'clock, in Parish Hall. [255, 495, 364, 515]
studio-line: [A CARD.] [747, 1157, 793, 1167]
calfskins-line: Wool, Skin, and Hide Merchant, and Exporter. [845, 1234, 953, 1255]
curing-line: Flavour is improved, and meat will keep for almost any length of time in any climate. [720, 479, 819, 520]
jarrah-line: Is the best and most economical [608, 1906, 698, 1927]
special-order-paragraph: 1. The present division of the County of Ohinemuri into Four Ridings is revoked, and in lieu thereof the said County shall be divided into Six Ridings, to be called respectively — Karangahake Riding, Paeroa Riding, Waitekauri Riding, Waikino Riding, Waitoa Riding, and Netherton Riding, which said Ridings are respectively described in the Schedule hereto. [489, 572, 591, 766]
donnelly-line: LADIES' EVENING SHOES [839, 863, 959, 874]
classified-ad: WANTED—General servant; good wages; easy place.—For address apply this office. [135, 1157, 240, 1209]
jarrah-line: timber on the market for [605, 1928, 701, 1949]
agency-line: SAML. CRAIG, [866, 587, 931, 598]
column-5 [484, 249, 596, 2576]
column-4 [373, 249, 484, 2514]
schedule-heading: SCHEDULE. [507, 1043, 573, 1055]
registry-office-ad [714, 664, 826, 820]
jarrah-line: Send for price lists. [609, 2113, 696, 2123]
bacon-factory-ad [714, 986, 826, 1149]
sorensen-line: Estimates Given. A Trial Solicited. [716, 1737, 824, 1757]
no-license-ad [251, 351, 368, 442]
agency-line: (3.) 70 acres freehold, 100 acres leasehold, six-roomed house, etc. £13. [840, 513, 957, 543]
curing-line: The Curry system has been heartily approved by Dr Frengley and the health authorities of the dominion and Australia. [719, 521, 821, 583]
